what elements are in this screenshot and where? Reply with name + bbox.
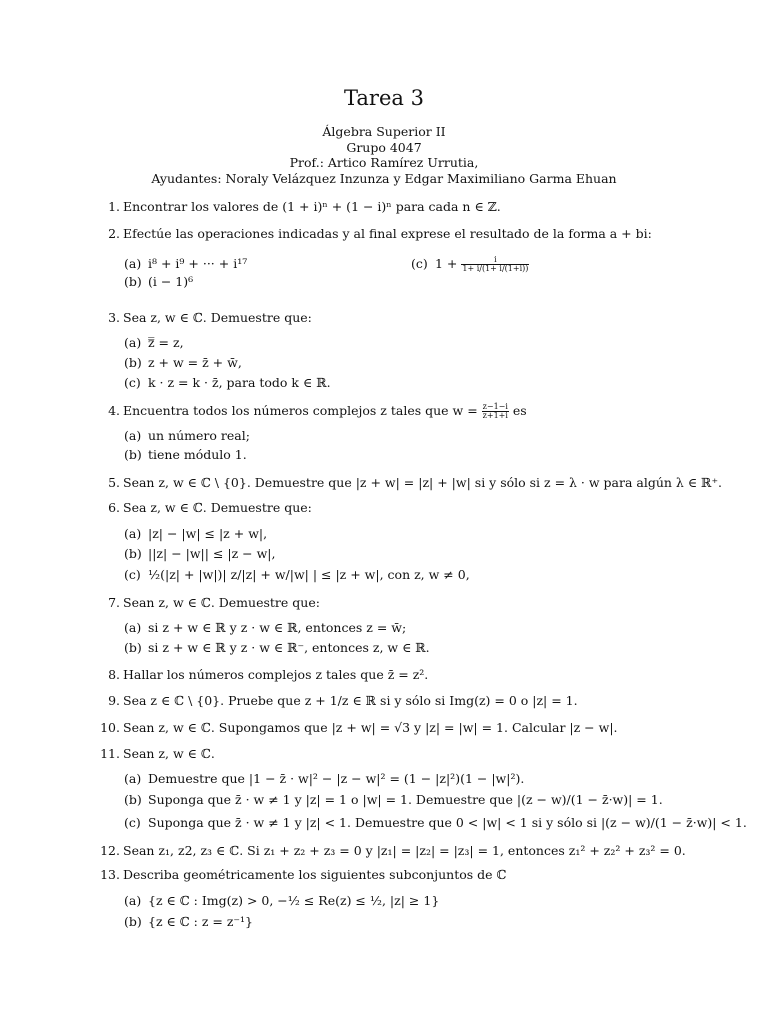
problem-7: 7. Sean z, w ∈ ℂ. Demuestre que: xyxy=(108,595,320,610)
problem-11: 11. Sean z, w ∈ ℂ. xyxy=(100,746,215,761)
problem-1: 1. Encontrar los valores de (1 + i)ⁿ + (1 − i)ⁿ para cada n ∈ ℤ. xyxy=(108,199,501,214)
problem-11-item-b: (b) Suponga que z̄ · w ≠ 1 y |z| = 1 o |w| = 1. Demuestre que |(z − w)/(1 − z̄·w)| = 1. xyxy=(124,792,663,807)
problem-4: 4. Encuentra todos los números complejos z tales que w = $\frac{z-1-i}{z+1+i}$ es xyxy=(108,402,527,420)
problem-4-item-b: (b) tiene módulo 1. xyxy=(124,447,247,462)
problem-3-item-b: (b) z + w = z̄ + w̄, xyxy=(124,355,242,370)
problem-9: 9. Sea z ∈ ℂ \ {0}. Pruebe que z + 1/z ∈ ℝ si y sólo si Img(z) = 0 o |z| = 1. xyxy=(108,693,578,708)
problem-7-item-a: (a) si z + w ∈ ℝ y z · w ∈ ℝ, entonces z = w̄; xyxy=(124,620,407,635)
continued-fraction: $\frac{i}{1+ i/(1+ i/(1+i))}$ xyxy=(462,255,529,273)
problem-13-item-b: (b) {z ∈ ℂ : z = z⁻¹} xyxy=(124,914,253,929)
course-name: Álgebra Superior II xyxy=(322,124,446,139)
problem-2-item-c: (c) 1 + $\frac{i}{1+ i/(1+ i/(1+i))}$ xyxy=(411,255,529,273)
problem-12: 12. Sean z₁, z2, z₃ ∈ ℂ. Si z₁ + z₂ + z₃ = 0 y |z₁| = |z₂| = |z₃| = 1, entonces z₁² + z₂² + z₃² = 0. xyxy=(100,843,686,858)
problem-6-item-c: (c) ½(|z| + |w|)| z/|z| + w/|w| | ≤ |z + w|, con z, w ≠ 0, xyxy=(124,567,470,582)
problem-7-item-b: (b) si z + w ∈ ℝ y z · w ∈ ℝ⁻, entonces z, w ∈ ℝ. xyxy=(124,640,430,655)
group-number: Grupo 4047 xyxy=(346,139,422,155)
problem-3-item-c: (c) k · z = k · z̄, para todo k ∈ ℝ. xyxy=(124,375,331,390)
problem-3: 3. Sea z, w ∈ ℂ. Demuestre que: xyxy=(108,310,312,325)
problem-6-item-a: (a) |z| − |w| ≤ |z + w|, xyxy=(124,526,268,541)
problem-6: 6. Sea z, w ∈ ℂ. Demuestre que: xyxy=(108,500,312,515)
problem-13: 13. Describa geométricamente los siguientes subconjuntos de ℂ xyxy=(100,867,507,882)
problem-2: 2. Efectúe las operaciones indicadas y al final exprese el resultado de la forma a + bi: xyxy=(108,226,652,241)
professor: Prof.: Artico Ramírez Urrutia, xyxy=(289,155,479,170)
problem-5: 5. Sean z, w ∈ ℂ \ {0}. Demuestre que |z + w| = |z| + |w| si y sólo si z = λ · w para algún λ ∈ ℝ⁺. xyxy=(108,475,723,490)
problem-8: 8. Hallar los números complejos z tales que z̄ = z². xyxy=(108,667,429,682)
problem-2-item-a: (a) i⁸ + i⁹ + ··· + i¹⁷ xyxy=(124,256,248,271)
problem-2-item-b: (b) (i − 1)⁶ xyxy=(124,274,194,289)
problem-11-item-c: (c) Suponga que z̄ · w ≠ 1 y |z| < 1. Demuestre que 0 < |w| < 1 si y sólo si |(z − w)/(1 − z̄·w)| < 1. xyxy=(124,815,747,830)
problem-6-item-b: (b) ||z| − |w|| ≤ |z − w|, xyxy=(124,546,276,561)
document-header xyxy=(0,86,768,186)
page-title: Tarea 3 xyxy=(344,86,424,110)
fraction-w: $\frac{z-1-i}{z+1+i}$ xyxy=(482,402,508,420)
assistants: Ayudantes: Noraly Velázquez Inzunza y Edgar Maximiliano Garma Ehuan xyxy=(151,170,617,186)
problem-11-item-a: (a) Demuestre que |1 − z̄ · w|² − |z − w|² = (1 − |z|²)(1 − |w|²). xyxy=(124,771,525,786)
problem-13-item-a: (a) {z ∈ ℂ : Img(z) > 0, −½ ≤ Re(z) ≤ ½, |z| ≥ 1} xyxy=(124,893,440,908)
problem-4-item-a: (a) un número real; xyxy=(124,428,250,443)
problem-3-item-a: (a) z̿ = z, xyxy=(124,335,184,350)
problem-10: 10. Sean z, w ∈ ℂ. Supongamos que |z + w| = √3 y |z| = |w| = 1. Calcular |z − w|. xyxy=(100,720,618,735)
